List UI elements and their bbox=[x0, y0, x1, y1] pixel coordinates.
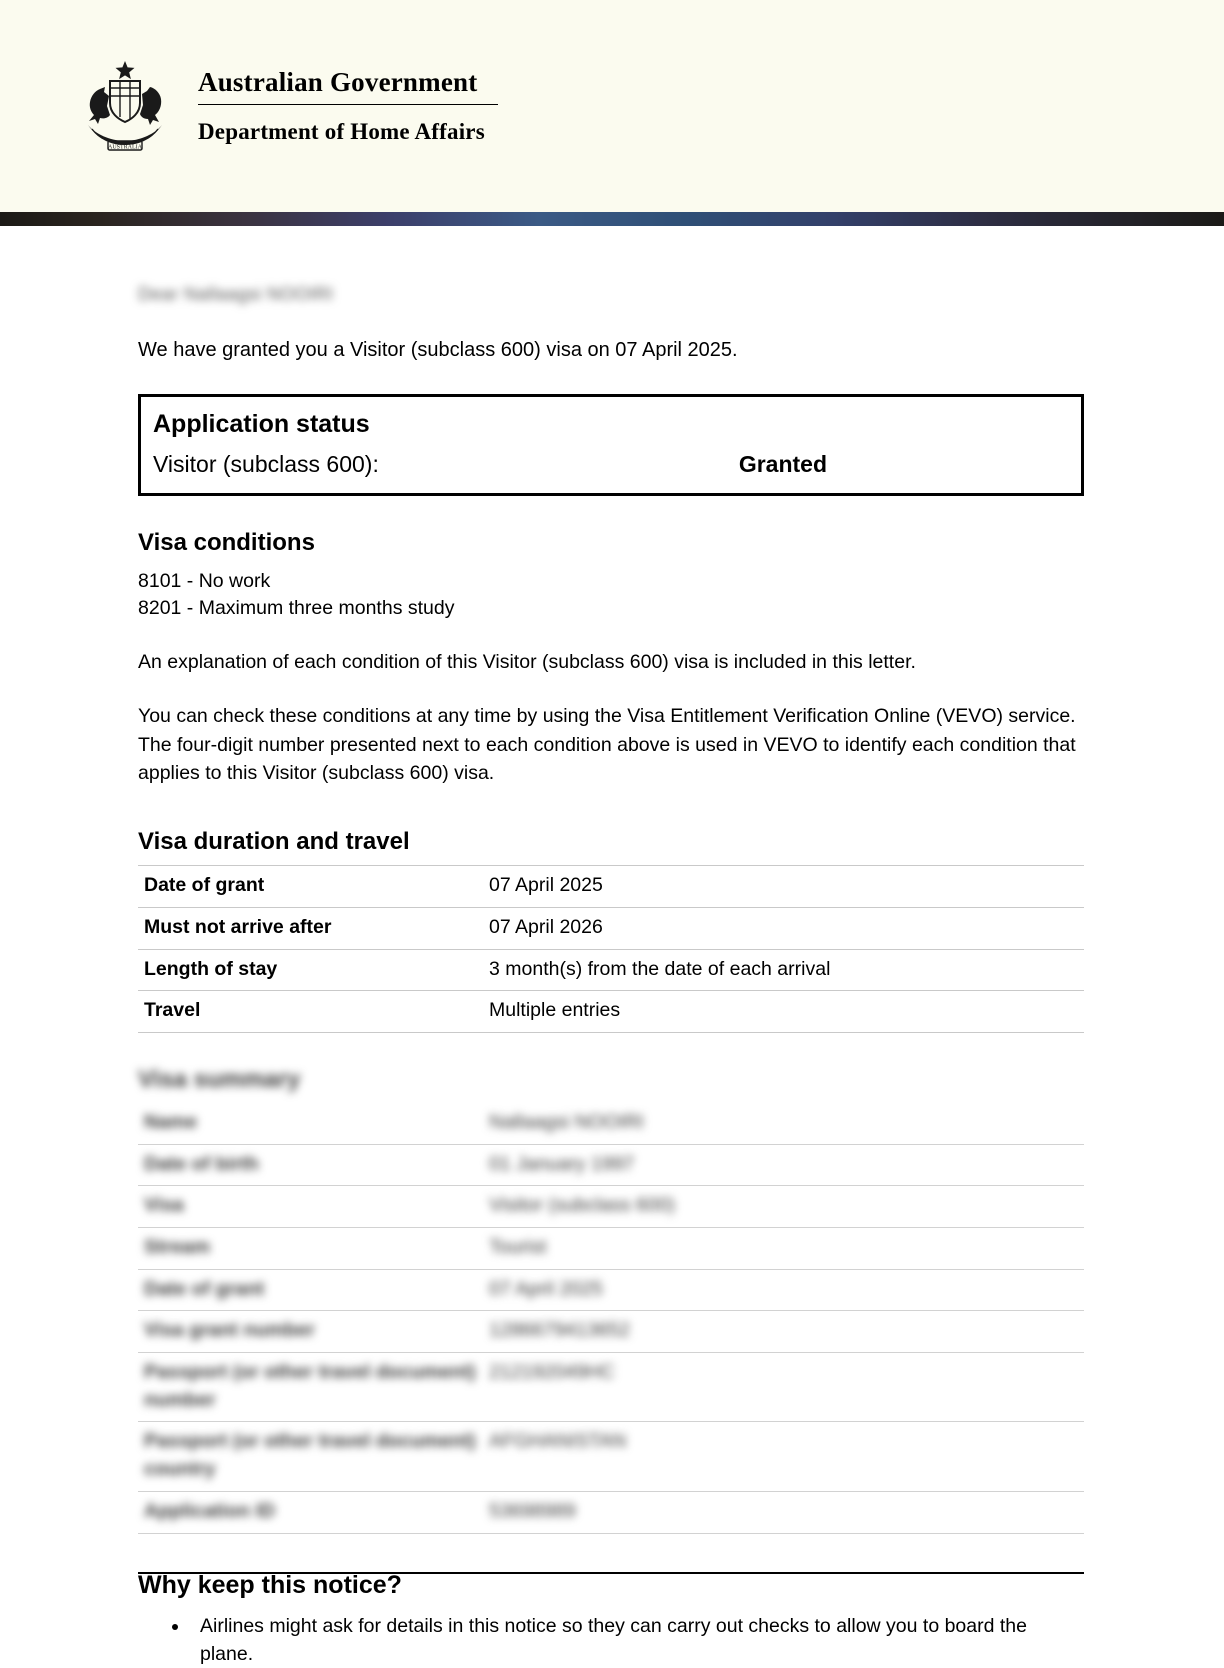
row-label: Date of grant bbox=[138, 866, 483, 908]
australian-coat-of-arms-icon bbox=[70, 55, 180, 165]
department-title: Department of Home Affairs bbox=[198, 119, 485, 144]
table-row bbox=[138, 866, 1084, 908]
table-row bbox=[138, 1491, 1084, 1533]
government-title: Australian Government bbox=[198, 67, 498, 105]
row-label: Visa grant number bbox=[138, 1311, 483, 1353]
row-label: Application ID bbox=[138, 1491, 483, 1533]
row-label: Travel bbox=[138, 991, 483, 1033]
table-row bbox=[138, 1186, 1084, 1228]
row-value: Visitor (subclass 600) bbox=[483, 1186, 1084, 1228]
row-value: 3 month(s) from the date of each arrival bbox=[483, 949, 1084, 991]
visa-conditions-heading: Visa conditions bbox=[138, 529, 315, 557]
row-value: 01 January 1997 bbox=[483, 1144, 1084, 1186]
row-value: 07 April 2026 bbox=[483, 907, 1084, 949]
why-keep-heading: Why keep this notice? bbox=[138, 1570, 402, 1599]
table-row bbox=[138, 1144, 1084, 1186]
intro-paragraph: We have granted you a Visitor (subclass 600) visa on 07 April 2025. bbox=[138, 338, 738, 361]
row-value: 1286679413652 bbox=[483, 1311, 1084, 1353]
table-row bbox=[138, 991, 1084, 1033]
row-label: Name bbox=[138, 1103, 483, 1144]
row-label: Visa bbox=[138, 1186, 483, 1228]
row-value: Nallaagsi NOOIRI bbox=[483, 1103, 1084, 1144]
why-keep-list bbox=[138, 1613, 1084, 1668]
row-label: Length of stay bbox=[138, 949, 483, 991]
table-row bbox=[138, 1228, 1084, 1270]
salutation: Dear Nallaagsi NOOIRI bbox=[138, 284, 334, 304]
row-value: 212192049HC bbox=[483, 1353, 1084, 1422]
header-divider bbox=[0, 212, 1224, 226]
application-status-label: Visitor (subclass 600): bbox=[153, 451, 379, 478]
list-item: • Airlines might ask for details in this notice so they can carry out checks to allow you to board the plane. bbox=[190, 1613, 1084, 1668]
application-status-value: Granted bbox=[738, 451, 828, 478]
visa-summary-table bbox=[138, 1103, 1084, 1534]
row-value: AFGHANISTAN bbox=[483, 1422, 1084, 1491]
row-value: Multiple entries bbox=[483, 991, 1084, 1033]
visa-duration-table bbox=[138, 865, 1084, 1033]
application-status-title: Application status bbox=[153, 409, 370, 438]
footer-divider bbox=[138, 1572, 1084, 1574]
table-row bbox=[138, 1353, 1084, 1422]
table-row bbox=[138, 907, 1084, 949]
visa-duration-heading: Visa duration and travel bbox=[138, 828, 410, 856]
visa-summary-heading: Visa summary bbox=[138, 1065, 301, 1093]
visa-conditions-explanation: An explanation of each condition of this Visitor (subclass 600) visa is included in this letter. bbox=[138, 650, 916, 673]
visa-condition-item: 8101 - No work bbox=[138, 570, 271, 593]
table-row bbox=[138, 949, 1084, 991]
visa-condition-item: 8201 - Maximum three months study bbox=[138, 597, 455, 620]
svg-text:AUSTRALIA: AUSTRALIA bbox=[108, 144, 142, 151]
document-body bbox=[0, 226, 1224, 1668]
table-row bbox=[138, 1103, 1084, 1144]
row-value: 53698989 bbox=[483, 1491, 1084, 1533]
vevo-paragraph: You can check these conditions at any time by using the Visa Entitlement Verification Online (VEVO) service. The four-digit number presented next to each condition above is used in VEVO to identify each condition that applies to this Visitor (subclass 600) visa. bbox=[138, 705, 1076, 784]
row-label: Passport (or other travel document) number bbox=[138, 1353, 483, 1422]
row-value: 07 April 2025 bbox=[483, 1269, 1084, 1311]
table-row bbox=[138, 1269, 1084, 1311]
row-label: Stream bbox=[138, 1228, 483, 1270]
row-label: Date of birth bbox=[138, 1144, 483, 1186]
row-label: Passport (or other travel document) country bbox=[138, 1422, 483, 1491]
application-status-box bbox=[138, 394, 1084, 496]
row-label: Date of grant bbox=[138, 1269, 483, 1311]
row-label: Must not arrive after bbox=[138, 907, 483, 949]
letterhead bbox=[0, 0, 1224, 212]
row-value: 07 April 2025 bbox=[483, 866, 1084, 908]
row-value: Tourist bbox=[483, 1228, 1084, 1270]
application-status-row bbox=[153, 448, 1069, 481]
table-row bbox=[138, 1311, 1084, 1353]
table-row bbox=[138, 1422, 1084, 1491]
visa-summary-section bbox=[138, 1063, 1084, 1534]
